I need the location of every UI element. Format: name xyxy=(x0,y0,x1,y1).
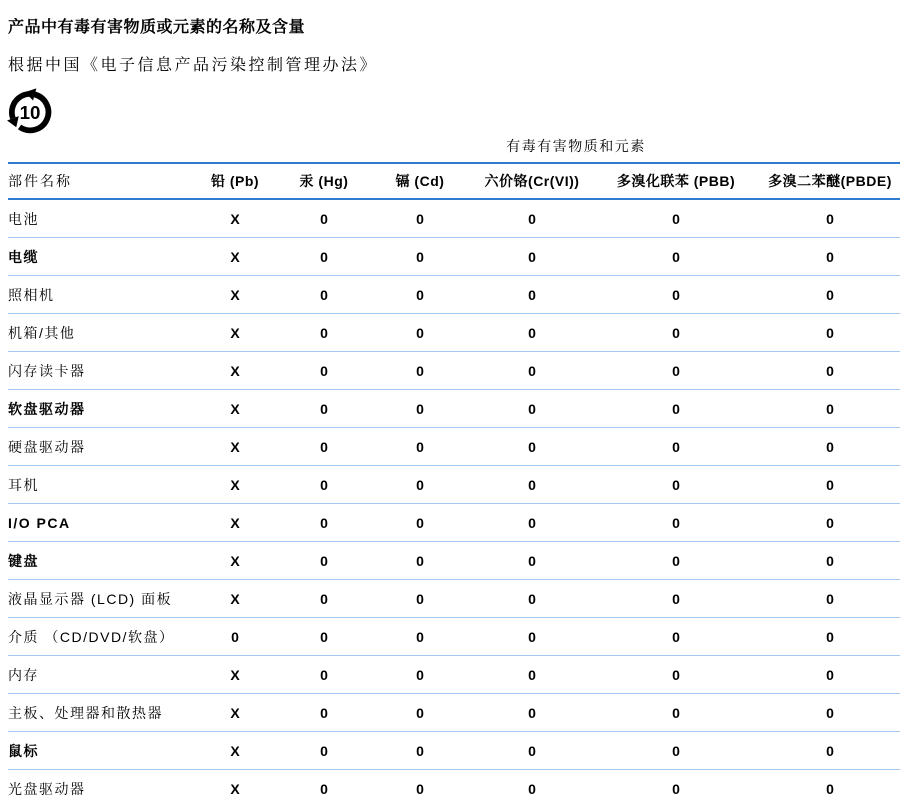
substance-value-cell: 0 xyxy=(368,694,472,732)
table-row xyxy=(8,199,900,238)
component-name-cell: 主板、处理器和散热器 xyxy=(8,694,190,732)
substance-value-cell: 0 xyxy=(592,618,760,656)
substance-value-cell: 0 xyxy=(368,770,472,807)
component-name-cell: 键盘 xyxy=(8,542,190,580)
table-row xyxy=(8,428,900,466)
component-name-cell: 液晶显示器 (LCD) 面板 xyxy=(8,580,190,618)
substance-value-cell: X xyxy=(190,314,280,352)
substance-value-cell: 0 xyxy=(368,732,472,770)
substance-value-cell: 0 xyxy=(760,580,900,618)
substance-value-cell: 0 xyxy=(592,732,760,770)
table-row xyxy=(8,352,900,390)
substance-value-cell: 0 xyxy=(472,618,592,656)
substance-value-cell: 0 xyxy=(592,580,760,618)
substance-value-cell: 0 xyxy=(472,199,592,238)
substance-value-cell: X xyxy=(190,466,280,504)
substance-value-cell: X xyxy=(190,199,280,238)
substance-value-cell: 0 xyxy=(760,694,900,732)
substance-value-cell: 0 xyxy=(760,238,900,276)
substance-value-cell: 0 xyxy=(592,656,760,694)
component-name-cell: 闪存读卡器 xyxy=(8,352,190,390)
substance-value-cell: X xyxy=(190,390,280,428)
substance-value-cell: 0 xyxy=(592,542,760,580)
substance-value-cell: 0 xyxy=(472,314,592,352)
table-row xyxy=(8,580,900,618)
substance-value-cell: 0 xyxy=(760,504,900,542)
table-row xyxy=(8,390,900,428)
substances-group-header: 有毒有害物质和元素 xyxy=(190,130,900,163)
substance-value-cell: 0 xyxy=(592,770,760,807)
component-name-cell: 光盘驱动器 xyxy=(8,770,190,807)
substance-value-cell: 0 xyxy=(368,314,472,352)
column-header-substance: 汞 (Hg) xyxy=(280,163,368,199)
table-row xyxy=(8,618,900,656)
column-header-substance: 六价铬(Cr(VI)) xyxy=(472,163,592,199)
substance-value-cell: 0 xyxy=(280,694,368,732)
column-header-substance: 镉 (Cd) xyxy=(368,163,472,199)
substance-value-cell: 0 xyxy=(472,466,592,504)
substance-value-cell: 0 xyxy=(592,390,760,428)
substance-value-cell: 0 xyxy=(592,352,760,390)
table-row xyxy=(8,542,900,580)
substance-value-cell: 0 xyxy=(280,466,368,504)
column-header-row xyxy=(8,163,900,199)
substance-value-cell: X xyxy=(190,542,280,580)
substance-value-cell: 0 xyxy=(472,770,592,807)
substance-value-cell: 0 xyxy=(190,618,280,656)
substance-value-cell: 0 xyxy=(368,656,472,694)
table-row xyxy=(8,694,900,732)
substance-value-cell: 0 xyxy=(368,238,472,276)
substance-value-cell: 0 xyxy=(368,504,472,542)
substance-value-cell: 0 xyxy=(368,390,472,428)
table-row xyxy=(8,656,900,694)
substance-value-cell: 0 xyxy=(280,390,368,428)
substance-value-cell: 0 xyxy=(760,770,900,807)
substance-value-cell: 0 xyxy=(472,542,592,580)
substance-value-cell: 0 xyxy=(592,694,760,732)
substance-value-cell: X xyxy=(190,732,280,770)
substance-value-cell: 0 xyxy=(472,504,592,542)
table-row xyxy=(8,238,900,276)
substance-value-cell: X xyxy=(190,770,280,807)
substance-value-cell: 0 xyxy=(280,656,368,694)
substance-value-cell: 0 xyxy=(472,390,592,428)
substance-value-cell: 0 xyxy=(760,314,900,352)
component-name-cell: 机箱/其他 xyxy=(8,314,190,352)
column-header-substance: 多溴二苯醚(PBDE) xyxy=(760,163,900,199)
component-name-cell: 硬盘驱动器 xyxy=(8,428,190,466)
substance-value-cell: 0 xyxy=(280,732,368,770)
table-row xyxy=(8,314,900,352)
substance-value-cell: 0 xyxy=(760,352,900,390)
component-name-cell: I/O PCA xyxy=(8,504,190,542)
substance-value-cell: 0 xyxy=(280,618,368,656)
substance-value-cell: 0 xyxy=(592,276,760,314)
substance-value-cell: 0 xyxy=(760,732,900,770)
component-name-cell: 电缆 xyxy=(8,238,190,276)
substance-value-cell: X xyxy=(190,238,280,276)
china-rohs-epup-10-icon xyxy=(5,86,55,136)
substance-value-cell: 0 xyxy=(592,238,760,276)
substance-value-cell: 0 xyxy=(368,542,472,580)
substance-value-cell: 0 xyxy=(760,466,900,504)
group-header-spacer xyxy=(8,130,190,163)
substance-value-cell: 0 xyxy=(368,199,472,238)
substance-value-cell: 0 xyxy=(368,580,472,618)
epup-years-label: 10 xyxy=(20,102,41,123)
substance-value-cell: X xyxy=(190,428,280,466)
component-name-cell: 鼠标 xyxy=(8,732,190,770)
substance-value-cell: 0 xyxy=(280,352,368,390)
substance-value-cell: 0 xyxy=(472,694,592,732)
table-row xyxy=(8,466,900,504)
substance-value-cell: X xyxy=(190,504,280,542)
page-subtitle: 根据中国《电子信息产品污染控制管理办法》 xyxy=(8,52,378,75)
hazardous-substances-table xyxy=(8,130,900,807)
substance-value-cell: 0 xyxy=(472,276,592,314)
table-row xyxy=(8,770,900,807)
column-header-substance: 铅 (Pb) xyxy=(190,163,280,199)
component-name-cell: 耳机 xyxy=(8,466,190,504)
substance-value-cell: 0 xyxy=(592,504,760,542)
substance-value-cell: X xyxy=(190,656,280,694)
substance-value-cell: X xyxy=(190,352,280,390)
substance-value-cell: X xyxy=(190,694,280,732)
substance-value-cell: 0 xyxy=(760,390,900,428)
substance-value-cell: 0 xyxy=(592,466,760,504)
component-name-cell: 软盘驱动器 xyxy=(8,390,190,428)
substance-value-cell: 0 xyxy=(472,732,592,770)
substance-value-cell: 0 xyxy=(368,618,472,656)
substance-value-cell: X xyxy=(190,276,280,314)
page-title: 产品中有毒有害物质或元素的名称及含量 xyxy=(8,14,305,37)
column-header-component-name: 部件名称 xyxy=(8,163,190,199)
substance-value-cell: 0 xyxy=(760,618,900,656)
substance-value-cell: 0 xyxy=(280,770,368,807)
table-row xyxy=(8,732,900,770)
substance-value-cell: 0 xyxy=(368,276,472,314)
substance-value-cell: 0 xyxy=(280,542,368,580)
substance-value-cell: 0 xyxy=(280,504,368,542)
substance-value-cell: 0 xyxy=(472,428,592,466)
substance-value-cell: 0 xyxy=(280,314,368,352)
substance-value-cell: 0 xyxy=(472,352,592,390)
table-row xyxy=(8,276,900,314)
component-name-cell: 内存 xyxy=(8,656,190,694)
substance-value-cell: 0 xyxy=(760,542,900,580)
table-row xyxy=(8,504,900,542)
substance-value-cell: 0 xyxy=(368,352,472,390)
recycle-arrows-icon xyxy=(5,86,55,136)
substance-value-cell: 0 xyxy=(472,656,592,694)
substance-value-cell: 0 xyxy=(280,276,368,314)
component-name-cell: 照相机 xyxy=(8,276,190,314)
substances-group-header-row xyxy=(8,130,900,163)
substance-value-cell: X xyxy=(190,580,280,618)
substance-value-cell: 0 xyxy=(760,428,900,466)
component-name-cell: 介质 （CD/DVD/软盘） xyxy=(8,618,190,656)
substance-value-cell: 0 xyxy=(280,199,368,238)
substance-value-cell: 0 xyxy=(472,238,592,276)
substance-value-cell: 0 xyxy=(760,199,900,238)
substance-value-cell: 0 xyxy=(592,199,760,238)
substance-value-cell: 0 xyxy=(592,314,760,352)
substance-value-cell: 0 xyxy=(280,238,368,276)
column-header-substance: 多溴化联苯 (PBB) xyxy=(592,163,760,199)
substance-value-cell: 0 xyxy=(592,428,760,466)
substance-value-cell: 0 xyxy=(368,428,472,466)
substance-value-cell: 0 xyxy=(368,466,472,504)
substance-value-cell: 0 xyxy=(280,580,368,618)
substance-value-cell: 0 xyxy=(280,428,368,466)
substance-value-cell: 0 xyxy=(760,656,900,694)
substance-value-cell: 0 xyxy=(760,276,900,314)
substance-value-cell: 0 xyxy=(472,580,592,618)
component-name-cell: 电池 xyxy=(8,199,190,238)
